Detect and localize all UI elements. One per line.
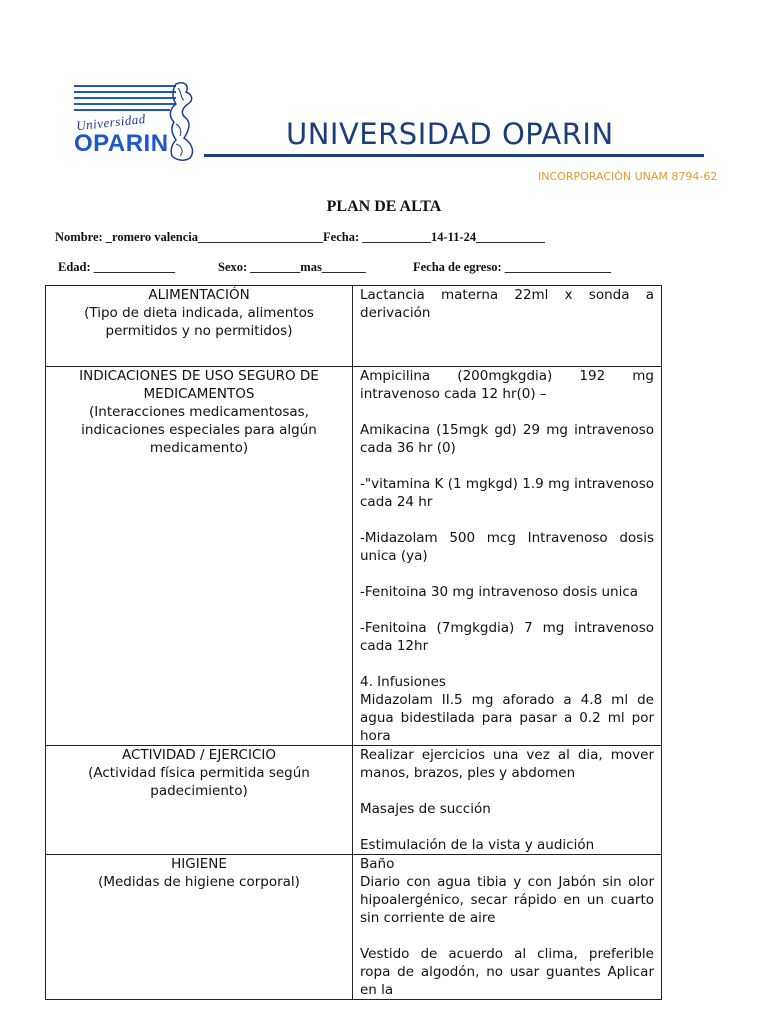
category-cell bbox=[46, 746, 353, 855]
content-paragraph: -Fenitoina (7mgkgdia) 7 mg intravenoso cada 12hr bbox=[360, 620, 654, 654]
content-cell bbox=[353, 286, 662, 367]
category-title: ALIMENTACIÓN bbox=[148, 287, 250, 303]
edad-line: Edad: _____________ bbox=[58, 260, 176, 274]
content-paragraph: -"vitamina K (1 mgkgd) 1.9 mg intravenoso cada 24 hr bbox=[360, 476, 654, 510]
fecha-egreso-line: Fecha de egreso: _________________ bbox=[413, 260, 612, 274]
category-cell bbox=[46, 367, 353, 746]
incorporation-note: INCORPORACIÓN UNAM 8794-62 bbox=[538, 170, 718, 183]
content-paragraph: Baño bbox=[360, 856, 395, 872]
discharge-plan-table bbox=[45, 285, 662, 1000]
category-description: (Interacciones medicamentosas, indicaciones especiales para algún medicamento) bbox=[81, 404, 317, 456]
category-title: HIGIENE bbox=[171, 856, 227, 872]
sexo-line: Sexo: ________mas_______ bbox=[218, 260, 366, 274]
category-title: ACTIVIDAD / EJERCICIO bbox=[122, 747, 276, 763]
table-row bbox=[46, 286, 662, 367]
logo-universidad-text: Universidad bbox=[75, 110, 147, 134]
category-title: INDICACIONES DE USO SEGURO DE MEDICAMENTOS bbox=[79, 368, 319, 402]
content-cell bbox=[353, 746, 662, 855]
content-paragraph: Realizar ejercicios una vez al dia, mover manos, brazos, ples y abdomen bbox=[360, 747, 654, 781]
category-description: (Medidas de higiene corporal) bbox=[98, 874, 300, 890]
nombre-fecha-line: Nombre: _romero valencia____________________Fecha: ___________14-11-24___________ bbox=[55, 230, 545, 244]
university-title: UNIVERSIDAD OPARIN bbox=[286, 117, 614, 151]
table-row bbox=[46, 367, 662, 746]
content-paragraph: -Fenitoina 30 mg intravenoso dosis unica bbox=[360, 584, 639, 600]
title-underline bbox=[204, 154, 704, 157]
document-title: PLAN DE ALTA bbox=[326, 198, 442, 215]
category-description: (Actividad física permitida según padecimiento) bbox=[88, 765, 310, 799]
content-paragraph: Lactancia materna 22ml x sonda a derivación bbox=[360, 287, 654, 321]
content-paragraph: Vestido de acuerdo al clima, preferible ropa de algodón, no usar guantes Aplicar en la bbox=[360, 946, 654, 998]
category-description: (Tipo de dieta indicada, alimentos permitidos y no permitidos) bbox=[84, 305, 314, 339]
content-paragraph: Estimulación de la vista y audición bbox=[360, 837, 595, 853]
category-cell bbox=[46, 286, 353, 367]
content-paragraph: Ampicilina (200mgkgdia) 192 mg intravenoso cada 12 hr(0) – bbox=[360, 368, 654, 402]
content-cell bbox=[353, 367, 662, 746]
content-paragraph: Masajes de succión bbox=[360, 801, 491, 817]
table-row bbox=[46, 855, 662, 1000]
content-cell bbox=[353, 855, 662, 1000]
content-paragraph: -Midazolam 500 mcg Intravenoso dosis unica (ya) bbox=[360, 530, 654, 564]
logo-oparin-text: OPARIN bbox=[74, 130, 169, 157]
category-cell bbox=[46, 855, 353, 1000]
content-paragraph: 4. Infusiones bbox=[360, 674, 446, 690]
content-paragraph: Amikacina (15mgk gd) 29 mg intravenoso cada 36 hr (0) bbox=[360, 422, 654, 456]
table-row bbox=[46, 746, 662, 855]
content-paragraph: Diario con agua tibia y con Jabón sin olor hipoalergénico, secar rápido en un cuarto sin corriente de aire bbox=[360, 874, 654, 926]
content-paragraph: Midazolam II.5 mg aforado a 4.8 ml de agua bidestilada para pasar a 0.2 ml por hora bbox=[360, 692, 654, 744]
